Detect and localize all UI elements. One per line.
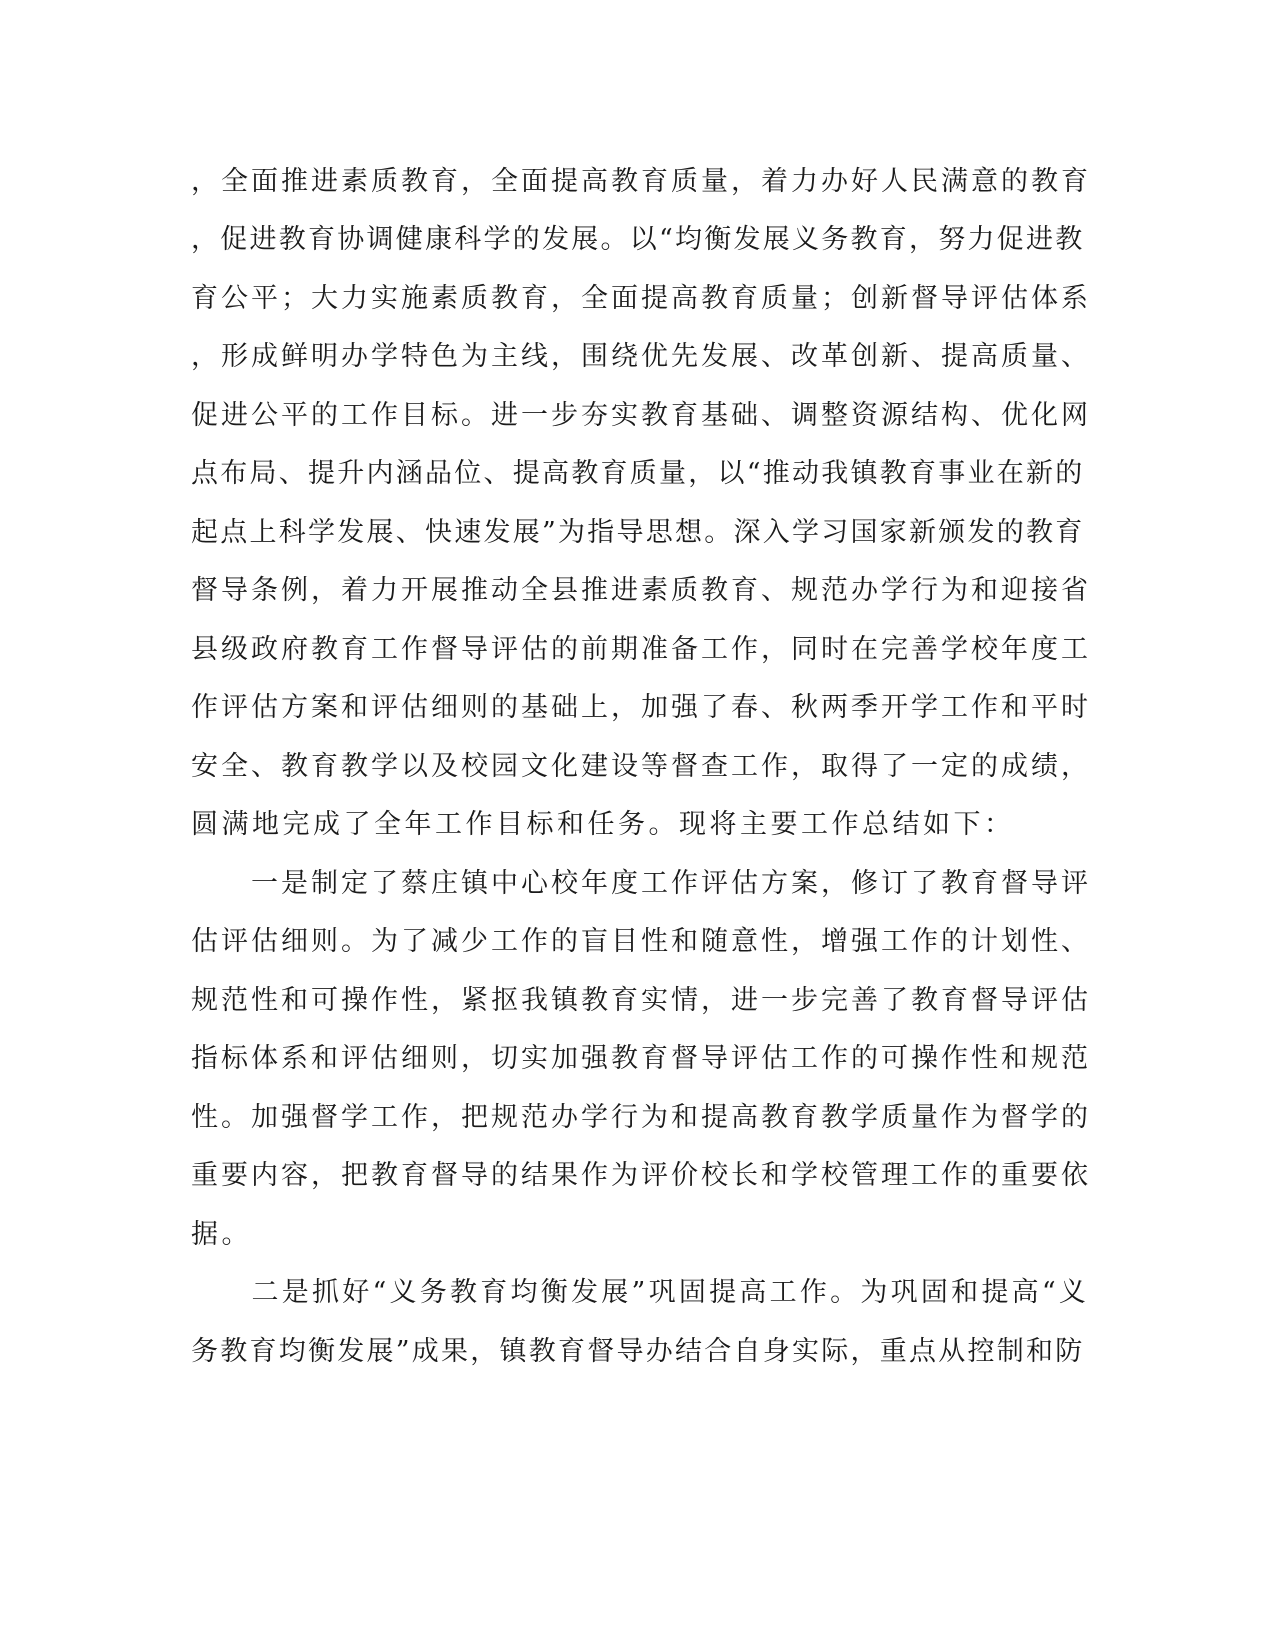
text-line: 指标体系和评估细则，切实加强教育督导评估工作的可操作性和规范 — [191, 1043, 1091, 1074]
text-line: 性。加强督学工作，把规范办学行为和提高教育教学质量作为督学的 — [191, 1102, 1091, 1133]
text-line: 估评估细则。为了减少工作的盲目性和随意性，增强工作的计划性、 — [191, 926, 1091, 957]
text-line: 据。 — [191, 1219, 252, 1250]
text-line: 县级政府教育工作督导评估的前期准备工作，同时在完善学校年度工 — [191, 634, 1091, 665]
text-line: 安全、教育教学以及校园文化建设等督查工作，取得了一定的成绩， — [191, 751, 1091, 782]
text-line: ，促进教育协调健康科学的发展。以“均衡发展义务教育，努力促进教 — [191, 224, 1085, 255]
text-line: 务教育均衡发展”成果，镇教育督导办结合自身实际，重点从控制和防 — [191, 1336, 1085, 1367]
text-line: 促进公平的工作目标。进一步夯实教育基础、调整资源结构、优化网 — [191, 400, 1091, 431]
text-line: ，形成鲜明办学特色为主线，围绕优先发展、改革创新、提高质量、 — [191, 341, 1091, 372]
text-line: 圆满地完成了全年工作目标和任务。现将主要工作总结如下： — [191, 809, 1015, 840]
text-line: 起点上科学发展、快速发展”为指导思想。深入学习国家新颁发的教育 — [191, 517, 1085, 548]
text-line: 一是制定了蔡庄镇中心校年度工作评估方案，修订了教育督导评 — [191, 868, 1091, 899]
text-line: 育公平；大力实施素质教育，全面提高教育质量；创新督导评估体系 — [191, 283, 1091, 314]
text-line: ，全面推进素质教育，全面提高教育质量，着力办好人民满意的教育 — [191, 166, 1091, 197]
text-line: 重要内容，把教育督导的结果作为评价校长和学校管理工作的重要依 — [191, 1160, 1091, 1191]
text-line: 规范性和可操作性，紧抠我镇教育实情，进一步完善了教育督导评估 — [191, 985, 1091, 1016]
text-line: 二是抓好“义务教育均衡发展”巩固提高工作。为巩固和提高“义 — [191, 1277, 1090, 1308]
text-line: 督导条例，着力开展推动全县推进素质教育、规范办学行为和迎接省 — [191, 575, 1091, 606]
text-line: 点布局、提升内涵品位、提高教育质量，以“推动我镇教育事业在新的 — [191, 458, 1085, 489]
text-line: 作评估方案和评估细则的基础上，加强了春、秋两季开学工作和平时 — [191, 692, 1091, 723]
